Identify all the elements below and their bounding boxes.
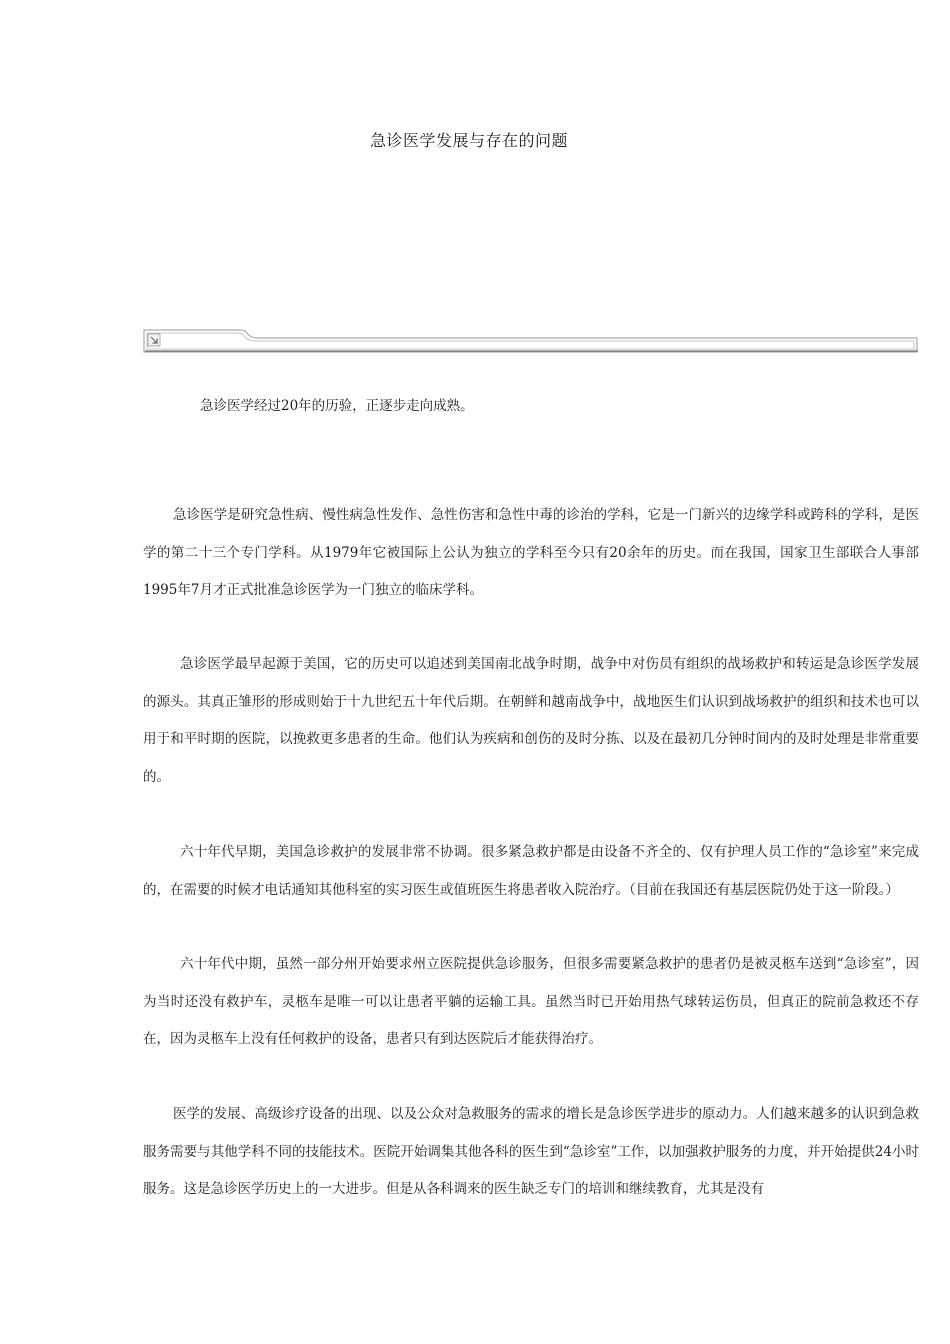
decorative-frame-banner: [143, 329, 920, 354]
resize-arrow-icon: [148, 334, 160, 346]
body-paragraph-4: 六十年代中期，虽然一部分州开始要求州立医院提供急诊服务，但很多需要紧急救护的患者仍是被灵柩车送到“急诊室”，因为当时还没有救护车，灵柩车是唯一可以让患者平躺的运输工具。虽然当时已开始用热气球转运伤员，但真正的院前急救还不存在，因为灵柩车上没有任何救护的设备，患者只有到达医院后才能获得治疗。: [143, 956, 919, 1047]
intro-sentence: 急诊医学经过20年的历验，正逐步走向成熟。: [200, 398, 474, 414]
body-paragraph-2: 急诊医学最早起源于美国，它的历史可以追述到美国南北战争时期，战争中对伤员有组织的战场救护和转运是急诊医学发展的源头。其真正雏形的形成则始于十九世纪五十年代后期。在朝鲜和越南战争中，战地医生们认识到战场救护的组织和技术也可以用于和平时期的医院，以挽救更多患者的生命。他们认为疾病和创伤的及时分拣、以及在最初几分钟时间内的及时处理是非常重要的。: [143, 656, 919, 785]
body-paragraph-1: 急诊医学是研究急性病、慢性病急性发作、急性伤害和急性中毒的诊治的学科，它是一门新兴的边缘学科或跨科的学科，是医学的第二十三个专门学科。从1979年它被国际上公认为独立的学科至今只有20余年的历史。而在我国，国家卫生部联合人事部1995年7月才正式批准急诊医学为一门独立的临床学科。: [143, 507, 919, 598]
document-title: 急诊医学发展与存在的问题: [369, 131, 568, 150]
frame-banner-graphic: [143, 329, 920, 354]
body-paragraph-3: 六十年代早期，美国急诊救护的发展非常不协调。很多紧急救护都是由设备不齐全的、仅有护理人员工作的“急诊室”来完成的，在需要的时候才电话通知其他科室的实习医生或值班医生将患者收入院治疗。（目前在我国还有基层医院仍处于这一阶段。）: [143, 844, 919, 898]
body-paragraph-5: 医学的发展、高级诊疗设备的出现、以及公众对急救服务的需求的增长是急诊医学进步的原动力。人们越来越多的认识到急救服务需要与其他学科不同的技能技术。医院开始调集其他各科的医生到“急诊室”工作，以加强救护服务的力度，并开始提供24小时服务。这是急诊医学历史上的一大进步。但是从各科调来的医生缺乏专门的培训和继续教育，尤其是没有: [143, 1106, 919, 1197]
